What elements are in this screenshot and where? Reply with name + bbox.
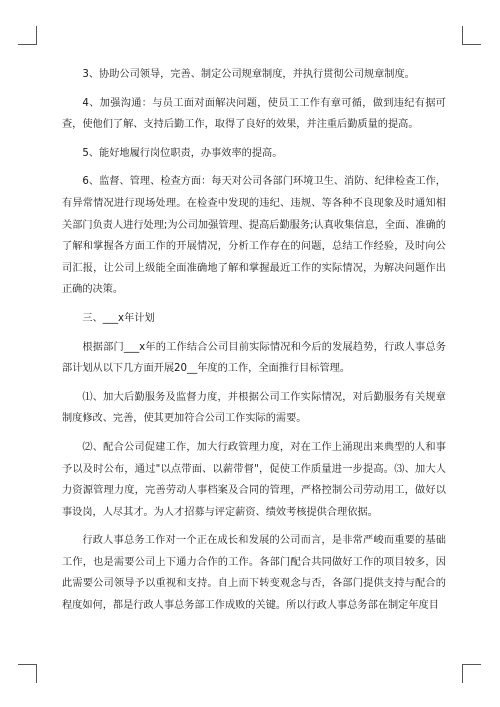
crop-mark-bottom-left bbox=[18, 664, 37, 683]
crop-mark-top-left bbox=[18, 26, 37, 45]
paragraph: 6、监督、管理、检查方面：每天对公司各部门环境卫生、消防、纪律检查工作，有异常情况进行现场处理。在检查中发现的违纪、违规、等各种不良现象及时通知相关部门负责人进行处理;为公司加强管理、提高后勤服务;认真收集信息，全面、准确的了解和掌握各方面工作的开展情况，分析工作存在的问题，总结工作经验，及时向公司汇报，让公司上级能全面准确地了解和掌握最近工作的实际情况，为解决问题作出正确的决策。 bbox=[62, 176, 446, 296]
paragraph: ⑴、加大后勤服务及监督力度，并根据公司工作实际情况，对后勤服务有关规章制度修改、完善，使其更加符合公司工作实际的需要。 bbox=[62, 391, 446, 425]
crop-mark-bottom-right bbox=[462, 664, 481, 683]
crop-mark-top-right bbox=[462, 26, 481, 45]
paragraph: 4、加强沟通：与员工面对面解决问题，使员工工作有章可循，做到违纪有据可查，使他们了解、支持后勤工作，取得了良好的效果，并注重后勤质量的提高。 bbox=[62, 97, 446, 131]
document-body bbox=[62, 64, 446, 624]
paragraph: 5、能好地履行岗位职责，办事效率的提高。 bbox=[82, 147, 283, 159]
paragraph: ⑵、配合公司促建工作，加大行政管理力度，对在工作上涌现出来典型的人和事予以及时公布，通过"以点带面、以薪带督"，促使工作质量进一步提高。⑶、加大人力资源管理力度，完善劳动人事档案及合同的管理，严格控制公司劳动用工，做好以事设岗，人尽其才。为人才招募与评定薪资、绩效考核提供合理依据。 bbox=[62, 441, 446, 518]
paragraph: 根据部门___x年的工作结合公司目前实际情况和今后的发展趋势，行政人事总务部计划从以下几方面开展20__年度的工作，全面推行目标管理。 bbox=[62, 341, 446, 375]
section-heading: 三、___x年计划 bbox=[82, 312, 155, 324]
paragraph: 3、协助公司领导，完善、制定公司规章制度，并执行贯彻公司规章制度。 bbox=[82, 69, 415, 80]
paragraph: 行政人事总务工作对一个正在成长和发展的公司而言，是非常严峻而重要的基础工作，也是需要公司上下通力合作的工作。各部门配合共同做好工作的项目较多，因此需要公司领导予以重视和支持。自上而下转变观念与否，各部门提供支持与配合的程度如何，都是行政人事总务部工作成败的关键。所以行政人事总务部在制定年度目 bbox=[62, 535, 446, 612]
